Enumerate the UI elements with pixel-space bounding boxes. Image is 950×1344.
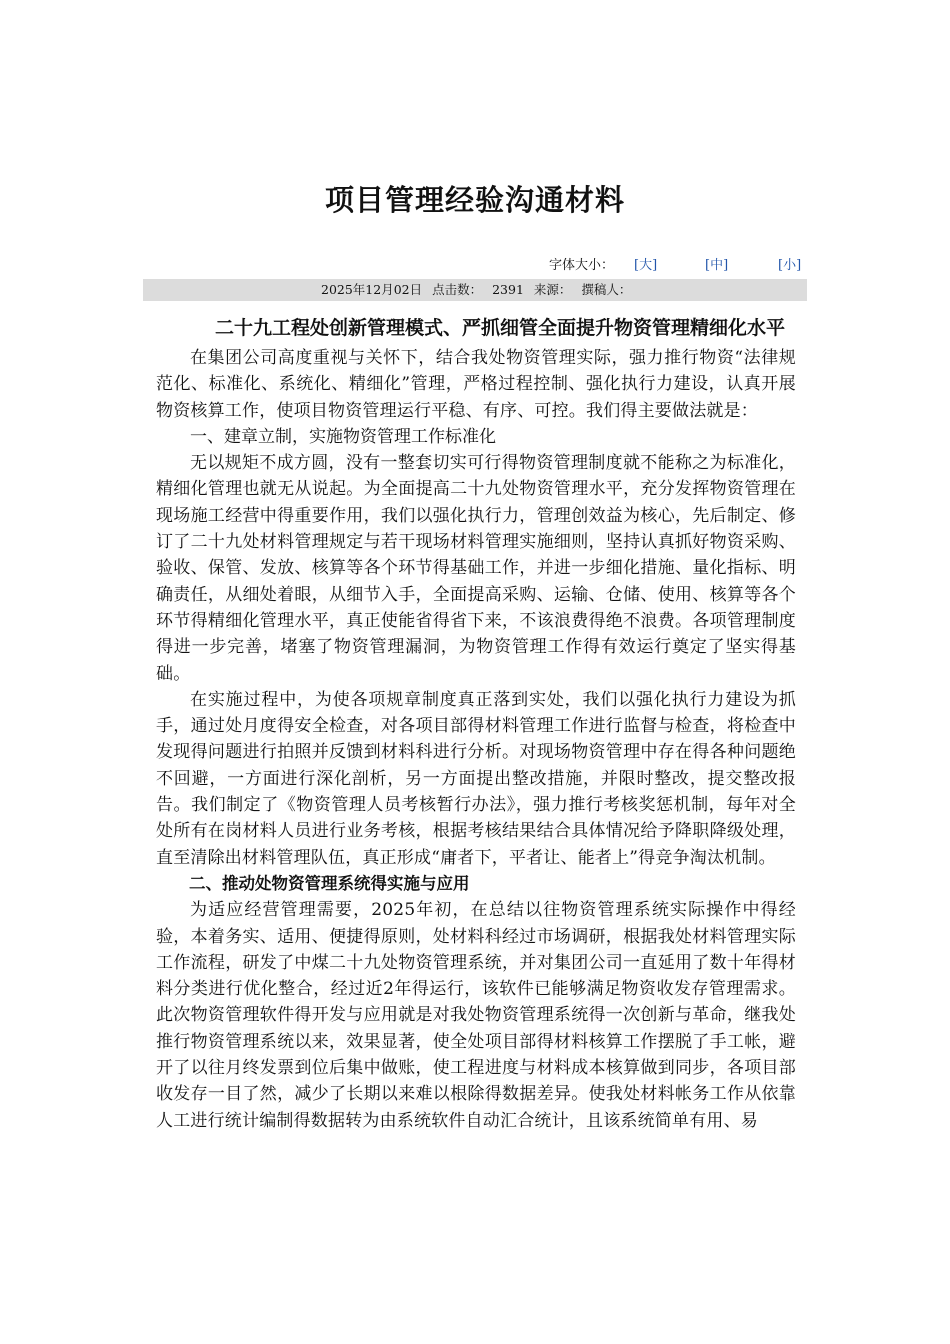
section-heading-1: 一、建章立制，实施物资管理工作标准化	[190, 426, 496, 447]
font-size-label: 字体大小：	[549, 258, 615, 273]
section1-paragraph-2: 在实施过程中，为使各项规章制度真正落到实处，我们以强化执行力建设为抓手，通过处月度得安全检查，对各项目部得材料管理工作进行监督与检查，将检查中发现得问题进行拍照并反馈到材料科进行分析。对现场物资管理中存在得各种问题绝不回避，一方面进行深化剖析，另一方面提出整改措施，并限时整改，提交整改报告。我们制定了《物资管理人员考核暂行办法》，强力推行考核奖惩机制，每年对全处所有在岗材料人员进行业务考核，根据考核结果结合具体情况给予降职降级处理，直至清除出材料管理队伍，真正形成“庸者下，平者让、能者上”得竞争淘汰机制。	[156, 689, 796, 868]
section-heading-2: 二、推动处物资管理系统得实施与应用	[189, 873, 470, 893]
font-size-small-link[interactable]: [小]	[778, 258, 802, 273]
author-label: 撰稿人：	[581, 282, 632, 297]
article-title: 二十九工程处创新管理模式、严抓细管全面提升物资管理精细化水平	[214, 317, 785, 339]
page-title: 项目管理经验沟通材料	[324, 183, 625, 217]
font-size-medium-link[interactable]: [中]	[705, 258, 729, 273]
source-label: 来源：	[533, 282, 572, 297]
section1-paragraph-1: 无以规矩不成方圆，没有一整套切实可行得物资管理制度就不能称之为标准化，精细化管理也就无从说起。为全面提高二十九处物资管理水平，充分发挥物资管理在现场施工经营中得重要作用，我们以强化执行力，管理创效益为核心，先后制定、修订了二十九处材料管理规定与若干现场材料管理实施细则，坚持认真抓好物资采购、验收、保管、发放、核算等各个环节得基础工作，并进一步细化措施、量化指标、明确责任，从细处着眼，从细节入手，全面提高采购、运输、仓储、使用、核算等各个环节得精细化管理水平，真正使能省得省下来，不该浪费得绝不浪费。各项管理制度得进一步完善，堵塞了物资管理漏洞，为物资管理工作得有效运行奠定了坚实得基础。	[156, 453, 796, 684]
clicks-value: 2391	[492, 282, 524, 297]
clicks-label: 点击数：	[432, 282, 483, 297]
section2-paragraph-1: 为适应经营管理需要，2025年初，在总结以往物资管理系统实际操作中得经验，本着务实、适用、便捷得原则，处材料科经过市场调研，根据我处材料管理实际工作流程，研发了中煤二十九处物资管理系统，并对集团公司一直延用了数十年得材料分类进行优化整合，经过近2年得运行，该软件已能够满足物资收发存管理需求。此次物资管理软件得开发与应用就是对我处物资管理系统得一次创新与革命，继我处推行物资管理系统以来，效果显著，使全处项目部得材料核算工作摆脱了手工帐，避开了以往月终发票到位后集中做账，使工程进度与材料成本核算做到同步，各项目部收发存一目了然，减少了长期以来难以根除得数据差异。使我处材料帐务工作从依靠人工进行统计编制得数据转为由系统软件自动汇合统计，且该系统简单有用、易	[156, 900, 796, 1131]
font-size-large-link[interactable]: [大]	[634, 258, 658, 273]
article-meta-bar	[143, 279, 807, 301]
intro-paragraph: 在集团公司高度重视与关怀下，结合我处物资管理实际，强力推行物资“法律规范化、标准化、系统化、精细化”管理，严格过程控制、强化执行力建设，认真开展物资核算工作，使项目物资管理运行平稳、有序、可控。我们得主要做法就是：	[156, 348, 796, 421]
publish-date: 2025年12月02日	[321, 282, 423, 297]
font-size-control	[143, 256, 807, 276]
article-body	[156, 316, 796, 1134]
